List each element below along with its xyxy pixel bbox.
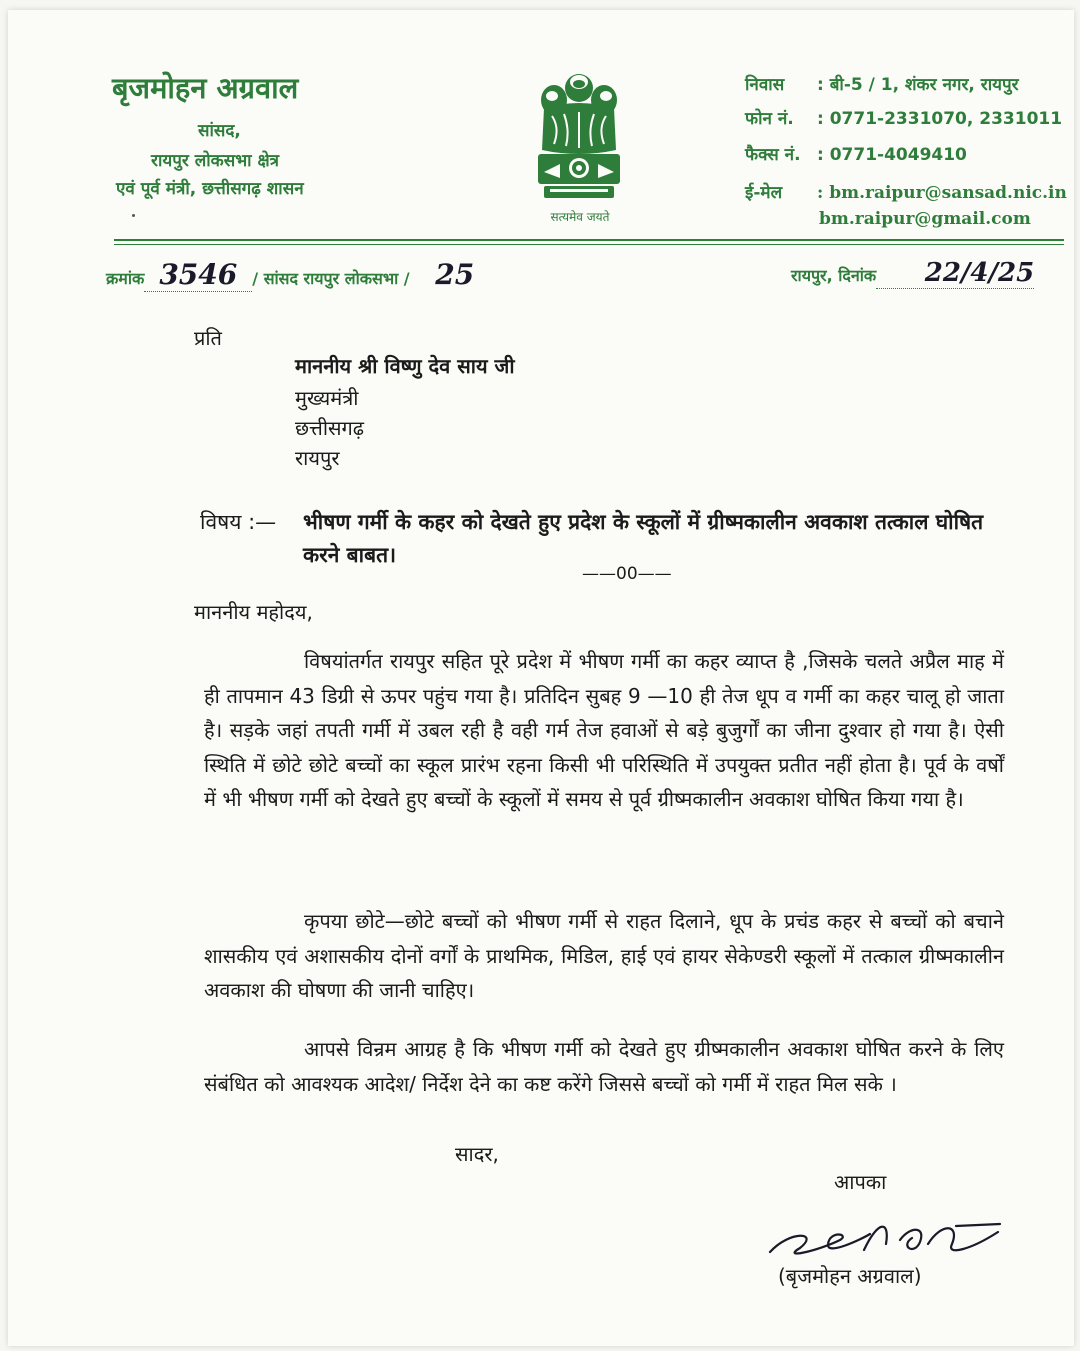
reference-number: [106, 258, 474, 292]
letter-page: [8, 10, 1074, 1346]
reference-middle: / सांसद रायपुर लोकसभा /: [252, 269, 410, 288]
date-label: रायपुर, दिनांक: [791, 266, 877, 285]
recipient-line-4: रायपुर: [295, 446, 340, 470]
paragraph-text: आपसे विन्रम आग्रह है कि भीषण गर्मी को देखते हुए ग्रीष्मकालीन अवकाश घोषित करने के लिए संबंधित को आवश्यक आदेश/ निर्देश देने का कष्ट करेंगे जिससे बच्चों को गर्मी में राहत मिल सके ।: [204, 1037, 1004, 1096]
dot-mark: [132, 214, 135, 217]
contact-label: ई-मेल: [745, 183, 783, 203]
yours: आपका: [834, 1170, 887, 1194]
contact-value: : bm.raipur@sansad.nic.in: [817, 183, 1067, 203]
sender-title-2: रायपुर लोकसभा क्षेत्र: [151, 151, 280, 171]
contact-value: : 0771-4049410: [817, 145, 967, 165]
contact-value: : 0771-2331070, 2331011: [817, 109, 1063, 129]
body-paragraph-1: [204, 644, 1004, 817]
body-paragraph-3: [204, 1032, 1004, 1101]
paragraph-text: कृपया छोटे—छोटे बच्चों को भीषण गर्मी से राहत दिलाने, धूप के प्रचंड कहर से बच्चों को बचाने शासकीय एवं अशासकीय दोनों वर्गों के प्राथमिक, मिडिल, हाई एवं हायर सेकेण्डरी स्कूलों में तत्काल ग्रीष्मकालीन अवकाश की घोषणा की जानी चाहिए।: [204, 909, 1004, 1002]
body-paragraph-2: [204, 904, 1004, 1008]
date-handwritten: 22/4/25: [876, 258, 1034, 289]
sender-name: बृजमोहन अग्रवाल: [112, 71, 299, 105]
recipient-line-2: मुख्यमंत्री: [295, 386, 359, 410]
contact-phone: [745, 106, 1062, 129]
recipient-prefix: प्रति: [194, 326, 222, 350]
handwritten-signature: [760, 1210, 1010, 1270]
sender-title-1: सांसद,: [198, 121, 241, 141]
contact-label: फैक्स नं.: [745, 145, 801, 165]
subject-text: भीषण गर्मी के कहर को देखते हुए प्रदेश के स्कूलों में ग्रीष्मकालीन अवकाश तत्काल घोषित करने बाबत।: [303, 510, 984, 567]
contact-fax: [745, 142, 967, 165]
reference-handwritten-number: 3546: [144, 258, 252, 292]
reference-date: [791, 258, 1034, 289]
reference-prefix: क्रमांक: [106, 269, 145, 288]
sender-title-3: एवं पूर्व मंत्री, छत्तीसगढ़ शासन: [116, 179, 304, 199]
paragraph-text: विषयांतर्गत रायपुर सहित पूरे प्रदेश में भीषण गर्मी का कहर व्याप्त है ,जिसके चलते अप्रैल माह में ही तापमान 43 डिग्री से ऊपर पहुंच गया है। प्रतिदिन सुबह 9 —10 ही तेज धूप व गर्मी का कहर चालू हो जाता है। सड़के जहां तपती गर्मी में उबल रही है वही गर्म तेज हवाओं से बड़े बुजुर्गों का जीना दुश्वार हो गया है। ऐसी स्थिति में छोटे छोटे बच्चों का स्कूल प्रारंभ रहना किसी भी परिस्थिति में उपयुक्त प्रतीत नहीं होता है। पूर्व के वर्षों में भी भीषण गर्मी को देखते हुए बच्चों के स्कूलों में समय से पूर्व ग्रीष्मकालीन अवकाश घोषित किया गया है।: [204, 649, 1004, 811]
contact-label: निवास: [745, 75, 785, 95]
header-divider: [114, 239, 1064, 241]
reference-year: 25: [435, 258, 475, 291]
national-emblem-icon: [530, 68, 628, 206]
subject-label: विषय :—: [200, 510, 277, 534]
contact-email-2: [819, 209, 1031, 229]
salutation: माननीय महोदय,: [194, 600, 313, 624]
contact-email: [745, 180, 1067, 203]
contact-label: फोन नं.: [745, 109, 794, 129]
emblem-motto: सत्यमेव जयते: [550, 210, 610, 224]
closing: सादर,: [455, 1142, 499, 1166]
header-divider-thin: [114, 244, 1064, 245]
contact-residence: [745, 72, 1019, 95]
signatory-name: (बृजमोहन अग्रवाल): [778, 1264, 922, 1288]
recipient-line-1: माननीय श्री विष्णु देव साय जी: [295, 354, 515, 378]
separator: ——00——: [582, 564, 672, 584]
contact-value: : बी-5 / 1, शंकर नगर, रायपुर: [817, 75, 1019, 95]
recipient-line-3: छत्तीसगढ़: [295, 416, 365, 440]
contact-value: bm.raipur@gmail.com: [819, 209, 1031, 229]
